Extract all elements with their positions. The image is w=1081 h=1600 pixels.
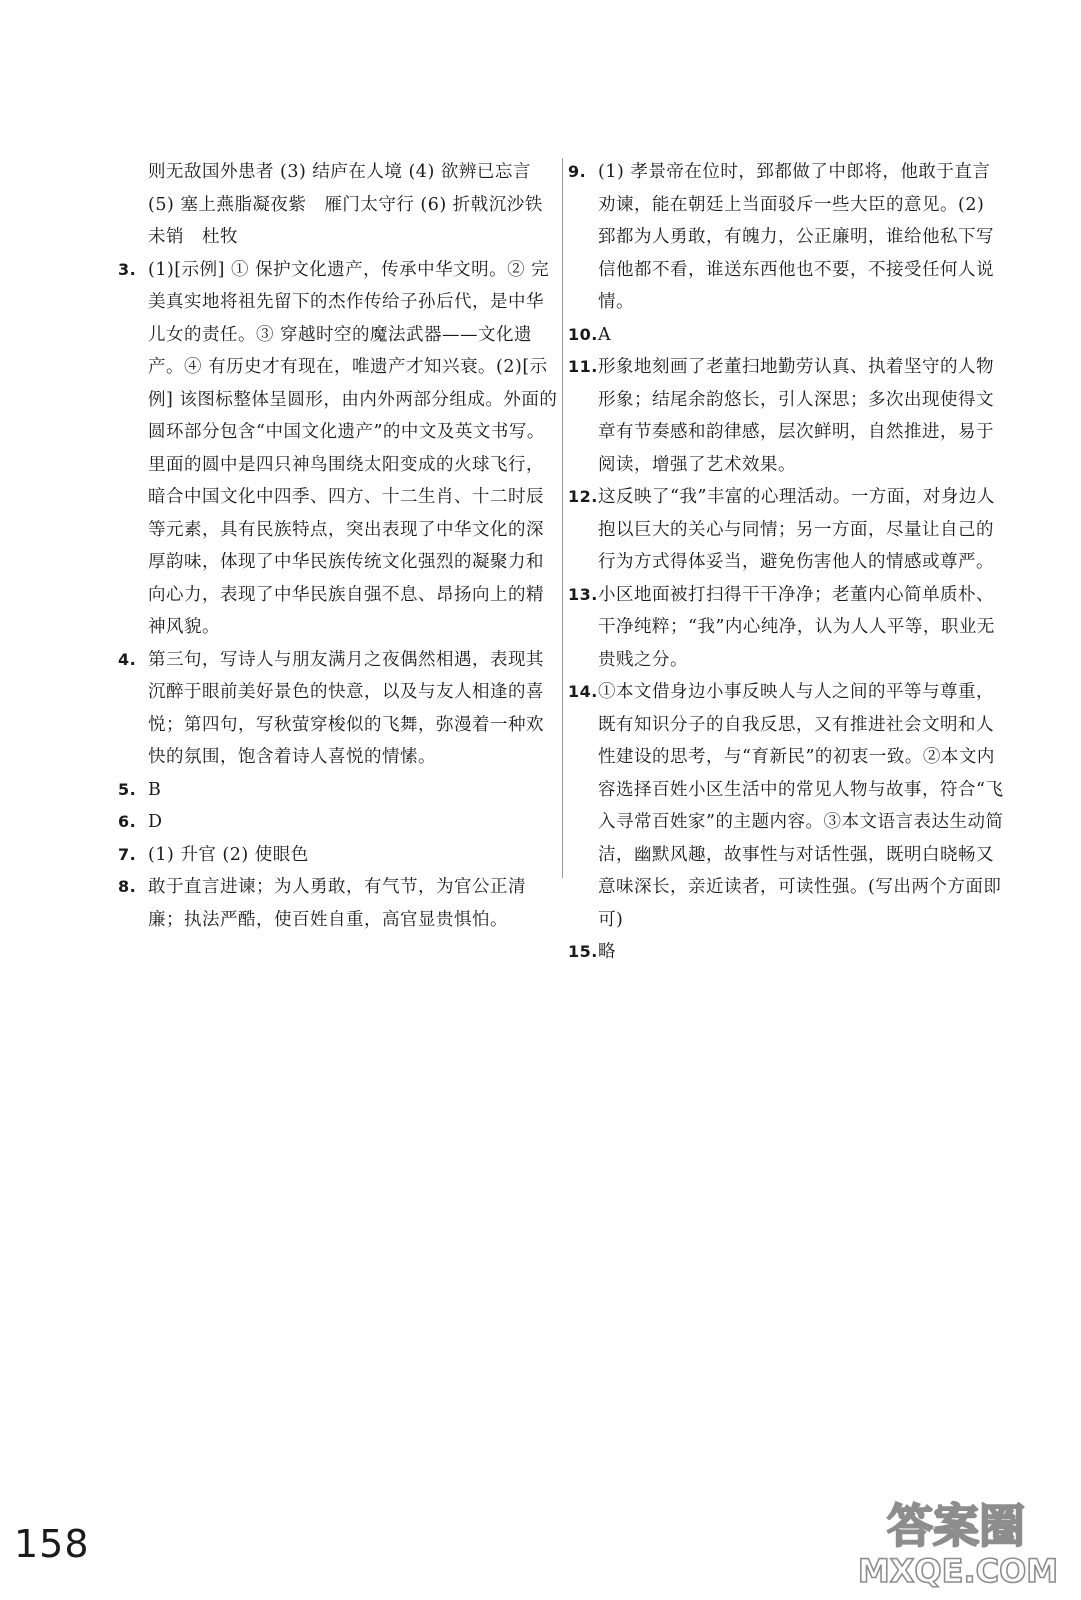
answer-text: A [598,324,612,345]
page-number: 158 [14,1522,90,1566]
answer-13 [568,579,1008,677]
answer-number: 6. [118,812,137,831]
answer-2-continued [118,156,558,254]
answer-number: 11. [568,357,598,376]
answer-text: 则无敌国外患者 (3) 结庐在人境 (4) 欲辨已忘言 (5) 塞上燕脂凝夜紫 雁门太守行 (6) 折戟沉沙铁未销 杜牧 [148,162,543,247]
answer-text: (1) 升官 (2) 使眼色 [148,844,309,865]
answer-number: 5. [118,779,137,799]
answer-text: B [148,779,162,800]
answer-text: ①本文借身边小事反映人与人之间的平等与尊重，既有知识分子的自我反思，又有推进社会文明和人性建设的思考，与“育新民”的初衷一致。②本文内容选择百姓小区生活中的常见人物与故事，符合“飞入寻常百姓家”的主题内容。③本文语言表达生动简洁，幽默风趣，故事性与对话性强，既明白晓畅又意味深长，亲近读者，可读性强。(写出两个方面即可) [598,682,1004,930]
answer-number: 8. [118,877,137,896]
answer-3 [118,254,558,644]
answer-number: 3. [118,259,137,279]
watermark-url-text: MXQE.COM [857,1552,1059,1590]
answer-15 [568,936,1008,969]
answer-11 [568,351,1008,481]
answer-number: 9. [568,162,587,181]
answer-12 [568,481,1008,579]
answer-number: 7. [118,844,137,864]
answer-number: 12. [568,487,598,506]
answer-text: (1) 孝景帝在位时，郅都做了中郎将，他敢于直言劝谏，能在朝廷上当面驳斥一些大臣的意见。(2) 郅都为人勇敢，有魄力，公正廉明，谁给他私下写信他都不看，谁送东西他也不要，不接受任何人说情。 [598,162,994,312]
answer-text: 形象地刻画了老董扫地勤劳认真、执着坚守的人物形象；结尾余韵悠长，引人深思；多次出现使得文章有节奏感和韵律感，层次鲜明，自然推进，易于阅读，增强了艺术效果。 [598,357,994,475]
answer-number: 15. [568,942,598,961]
answer-8 [118,871,558,936]
column-divider [562,158,563,878]
answer-7 [118,839,558,872]
answer-9 [568,156,1008,319]
answer-6 [118,806,558,839]
answer-text: 略 [598,942,616,962]
answer-number: 14. [568,682,598,701]
answer-text: 这反映了“我”丰富的心理活动。一方面，对身边人抱以巨大的关心与同情；另一方面，尽量让自己的行为方式得体妥当，避免伤害他人的情感或尊严。 [598,487,995,572]
answer-text: (1)[示例] ① 保护文化遗产，传承中华文明。② 完美真实地将祖先留下的杰作传给子孙后代，是中华儿女的责任。③ 穿越时空的魔法武器——文化遗产。④ 有历史才有现在，唯遗产才知兴衰。(2)[示例] 该图标整体呈圆形，由内外两部分组成。外面的圆环部分包含“中国文化遗产”的中文及英文书写。里面的圆中是四只神鸟围绕太阳变成的火球飞行，暗合中国文化中四季、四方、十二生肖、十二时辰等元素，具有民族特点，突出表现了中华文化的深厚韵味，体现了中华民族传统文化强烈的凝聚力和向心力，表现了中华民族自强不息、昂扬向上的精神风貌。 [148,259,558,637]
answer-text: 敢于直言进谏；为人勇敢，有气节，为官公正清廉；执法严酷，使百姓自重，高官显贵惧怕。 [148,877,526,930]
watermark-logo-text: 答案圈 [887,1499,1025,1553]
watermark-logo [850,1490,1065,1590]
answer-number: 10. [568,324,598,344]
answer-text: 小区地面被打扫得干干净净；老董内心简单质朴、干净纯粹；“我”内心纯净，认为人人平等，职业无贵贱之分。 [598,584,995,670]
answer-5 [118,774,558,807]
answer-number: 4. [118,649,137,669]
answer-text: D [148,812,163,832]
answer-14 [568,676,1008,936]
right-column [568,156,1008,969]
answer-4 [118,644,558,774]
left-column [118,156,558,936]
answer-number: 13. [568,584,598,604]
answer-10 [568,319,1008,352]
answer-text: 第三句，写诗人与朋友满月之夜偶然相遇，表现其沉醉于眼前美好景色的快意，以及与友人相逢的喜悦；第四句，写秋萤穿梭似的飞舞，弥漫着一种欢快的氛围，饱含着诗人喜悦的情愫。 [148,649,544,767]
